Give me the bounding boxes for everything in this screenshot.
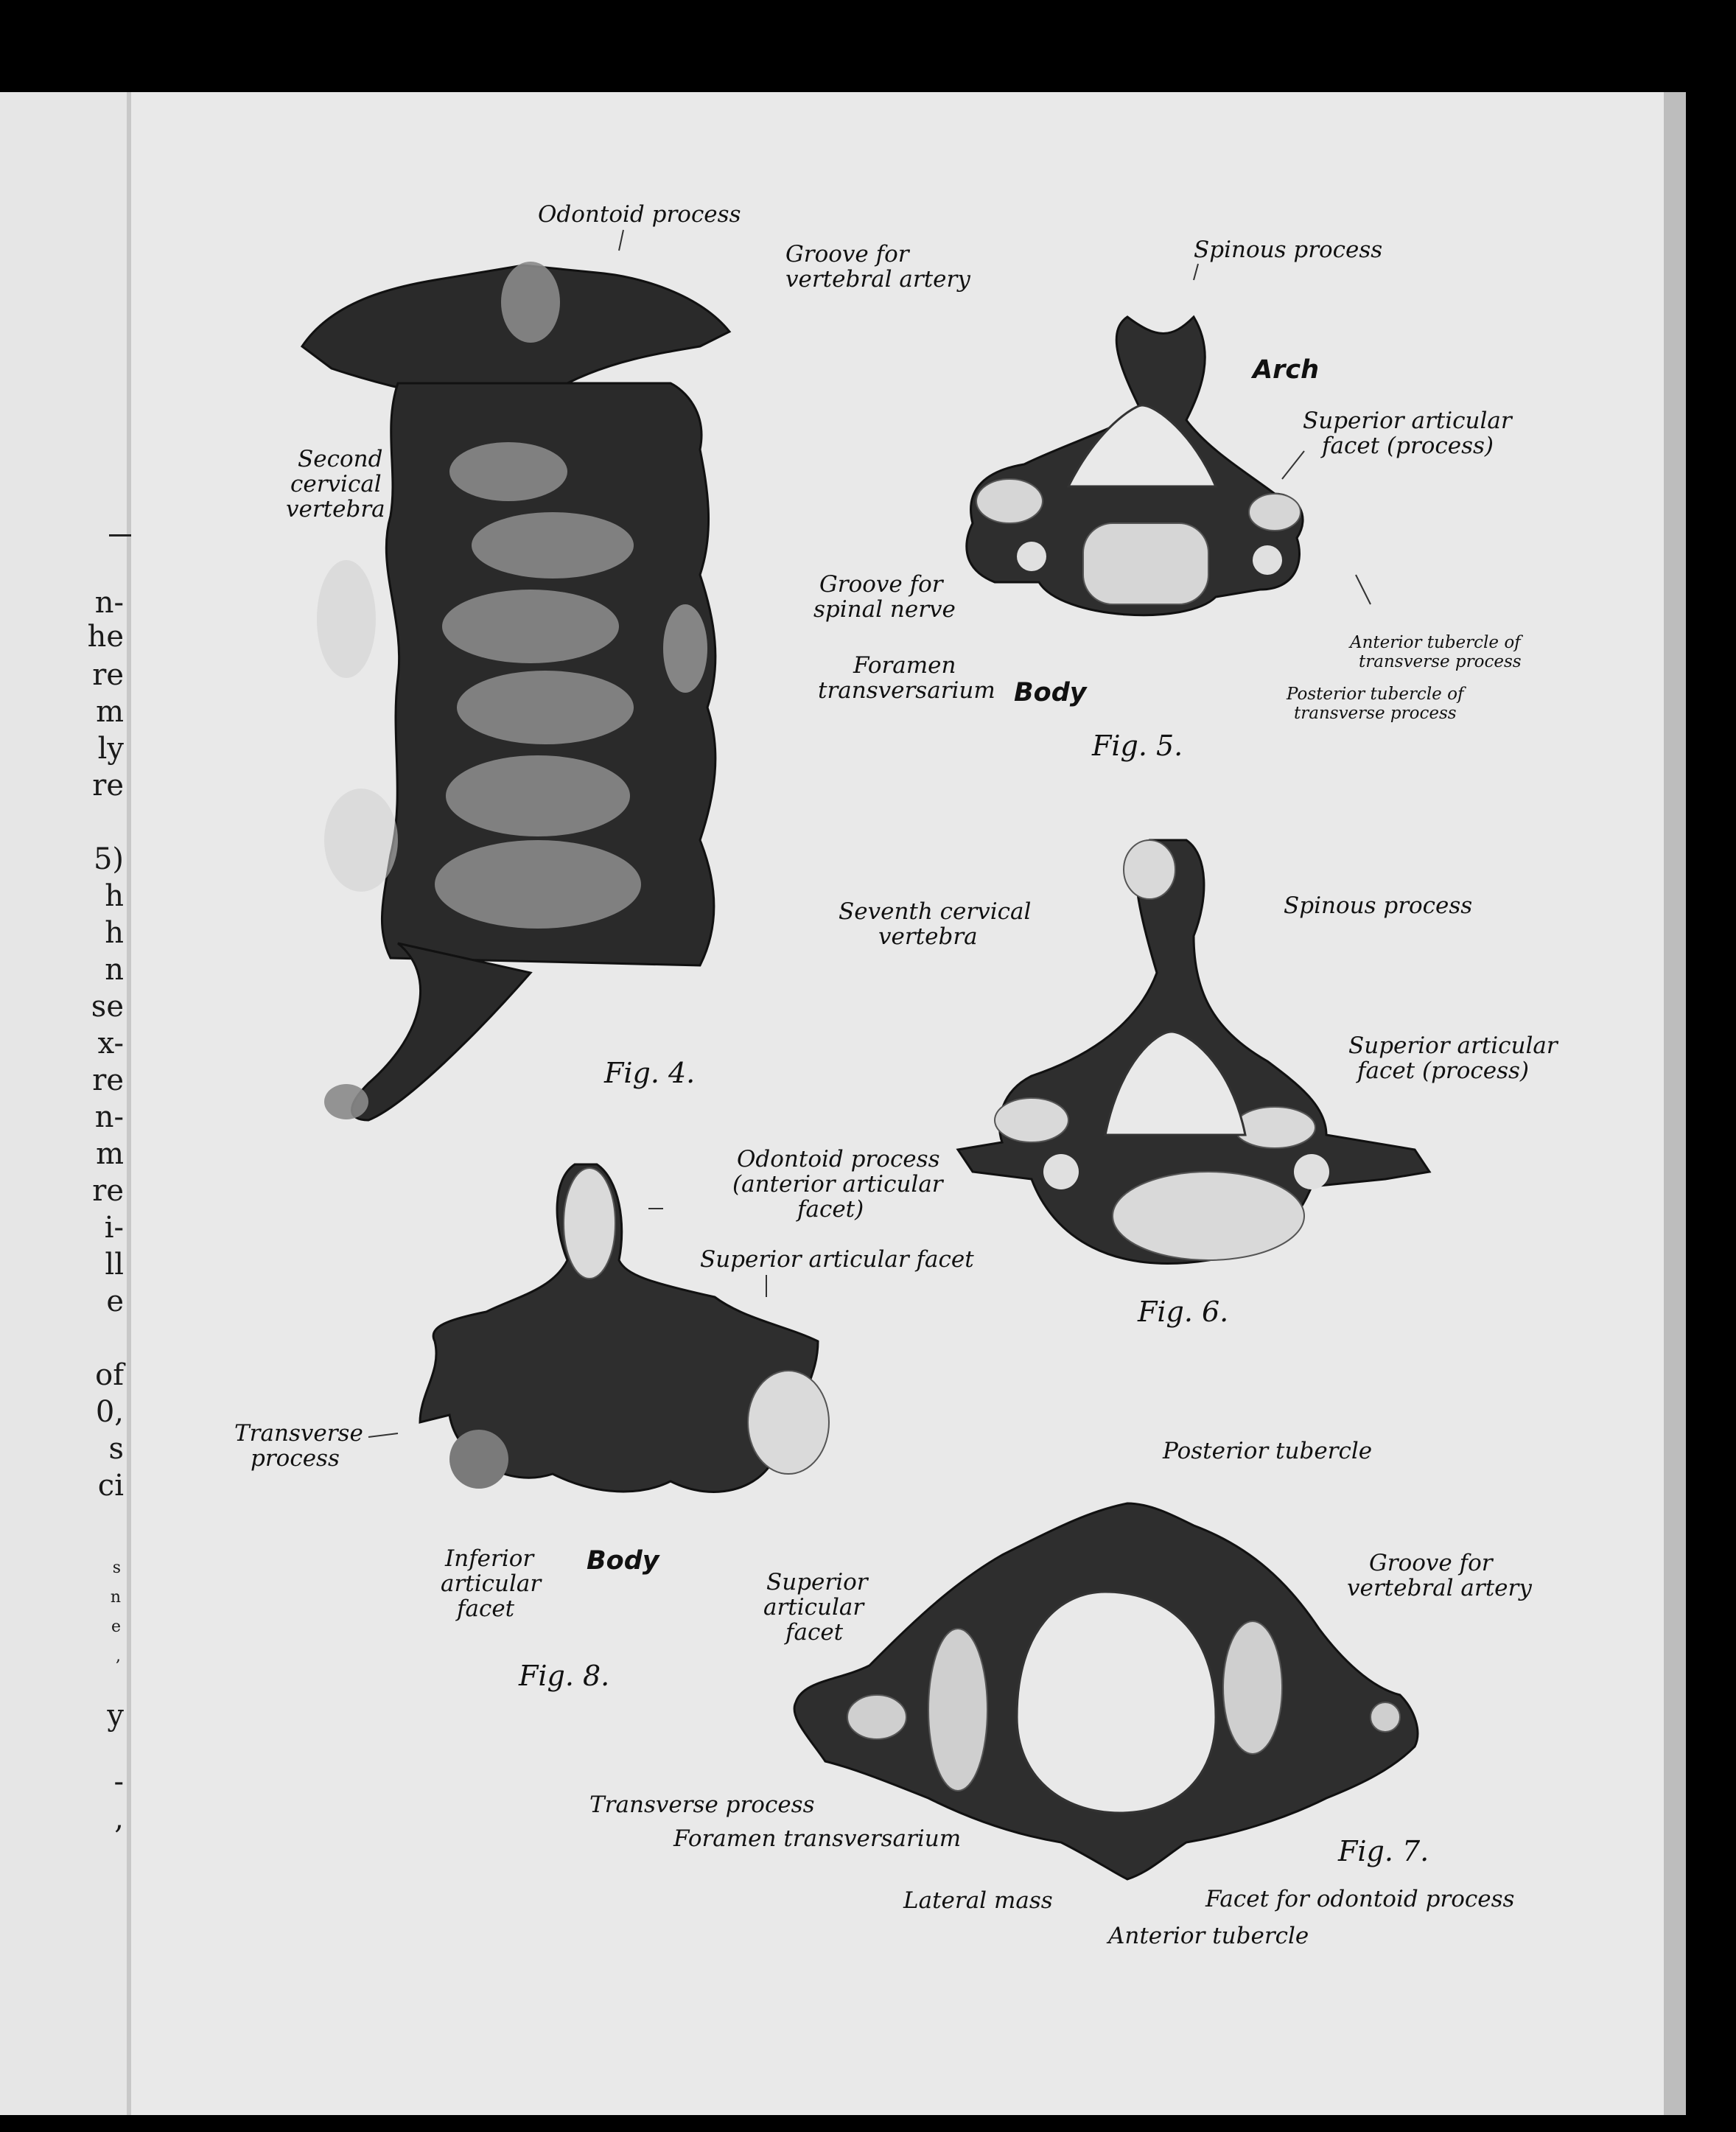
fig8-label-inferior-line1: Inferior bbox=[445, 1545, 534, 1572]
text-fragment: se bbox=[91, 990, 124, 1024]
text-fragment: h bbox=[105, 916, 124, 950]
fig7-label-foramen-transversarium: Foramen transversarium bbox=[673, 1825, 962, 1852]
text-fragment: n- bbox=[94, 1100, 124, 1134]
fig6-caption: Fig. 6. bbox=[1138, 1296, 1229, 1328]
fig6-label-spinous-process: Spinous process bbox=[1284, 892, 1473, 919]
fig5-label-posterior-tubercle-line1: Posterior tubercle of bbox=[1287, 685, 1464, 704]
fig7-label-superior-line1: Superior bbox=[766, 1569, 868, 1595]
fig5-caption: Fig. 5. bbox=[1092, 730, 1183, 762]
fig5-label-arch: Arch bbox=[1253, 355, 1320, 385]
fig5-label-foramen-line1: Foramen bbox=[853, 652, 956, 679]
fig4-label-groove-line2: vertebral artery bbox=[785, 266, 970, 293]
text-fragment: 0, bbox=[95, 1395, 124, 1429]
text-fragment: of bbox=[95, 1358, 124, 1392]
text-fragment: m bbox=[96, 1137, 124, 1171]
fig7-label-superior-line3: facet bbox=[785, 1619, 844, 1646]
text-fragment: h bbox=[105, 879, 124, 913]
text-fragment: 5) bbox=[93, 842, 124, 876]
text-fragment: m bbox=[96, 695, 124, 729]
text-fragment: , bbox=[114, 1802, 124, 1836]
fig7-label-lateral-mass: Lateral mass bbox=[903, 1887, 1053, 1914]
fig7-label-superior-line2: articular bbox=[763, 1594, 864, 1621]
text-fragment: i- bbox=[104, 1211, 124, 1245]
text-fragment: re bbox=[92, 658, 124, 692]
fig4-label-second-line3: vertebra bbox=[286, 496, 385, 522]
fig8-label-transverse-line1: Transverse bbox=[234, 1420, 363, 1447]
text-fragment: ly bbox=[97, 732, 124, 766]
fig7-label-groove-line2: vertebral artery bbox=[1347, 1575, 1532, 1601]
fig8-caption: Fig. 8. bbox=[519, 1660, 610, 1692]
fig5-label-foramen-line2: transversarium bbox=[818, 677, 995, 704]
text-fragment: n bbox=[105, 953, 124, 987]
fig5-label-superior-line1: Superior articular bbox=[1303, 408, 1512, 434]
fig4-label-groove-line1: Groove for bbox=[785, 241, 909, 268]
fig5-label-anterior-tubercle-line2: transverse process bbox=[1359, 652, 1522, 671]
fig5-label-anterior-tubercle-line1: Anterior tubercle of bbox=[1350, 633, 1521, 652]
fig8-label-odontoid-line2: (anterior articular bbox=[732, 1171, 943, 1198]
text-fragment: e bbox=[106, 1285, 124, 1318]
fig7-label-transverse-process: Transverse process bbox=[589, 1792, 815, 1818]
fig8-label-inferior-line2: articular bbox=[441, 1570, 542, 1597]
fig5-label-posterior-tubercle-line2: transverse process bbox=[1294, 704, 1457, 723]
fig5-label-spinous-process: Spinous process bbox=[1194, 237, 1383, 263]
fig5-label-body: Body bbox=[1014, 678, 1087, 707]
text-fragment: n bbox=[110, 1588, 121, 1607]
text-fragment: ci bbox=[97, 1469, 124, 1503]
fig4-label-seventh-line2: vertebra bbox=[878, 923, 978, 950]
fig6-label-superior-line1: Superior articular bbox=[1348, 1032, 1558, 1059]
fig8-label-transverse-line2: process bbox=[251, 1445, 340, 1472]
text-fragment: he bbox=[87, 620, 124, 654]
fig7-label-facet-odontoid: Facet for odontoid process bbox=[1205, 1886, 1515, 1912]
fig8-label-inferior-line3: facet bbox=[457, 1595, 515, 1622]
fig4-label-odontoid-process: Odontoid process bbox=[538, 201, 741, 228]
fig4-caption: Fig. 4. bbox=[604, 1057, 696, 1089]
fig8-label-odontoid-line3: facet) bbox=[797, 1196, 864, 1223]
fig7-label-anterior-tubercle: Anterior tubercle bbox=[1108, 1923, 1309, 1949]
text-fragment: y bbox=[107, 1699, 124, 1733]
text-fragment: ll bbox=[105, 1248, 124, 1282]
fig4-label-second-line1: Second bbox=[298, 446, 383, 472]
fig5-label-superior-line2: facet (process) bbox=[1322, 433, 1494, 459]
fig8-label-superior-articular-facet: Superior articular facet bbox=[700, 1246, 974, 1273]
text-fragment: re bbox=[92, 769, 124, 803]
text-fragment: s bbox=[108, 1432, 124, 1466]
text-fragment: re bbox=[92, 1174, 124, 1208]
fig8-label-body: Body bbox=[587, 1546, 659, 1576]
text-fragment: s bbox=[112, 1559, 121, 1577]
fig5-label-groove-line2: spinal nerve bbox=[813, 596, 956, 623]
fig4-label-seventh-line1: Seventh cervical bbox=[839, 898, 1032, 925]
text-fragment: x- bbox=[97, 1027, 124, 1060]
fig5-label-groove-line1: Groove for bbox=[819, 571, 943, 598]
text-fragment: re bbox=[92, 1063, 124, 1097]
fig7-label-posterior-tubercle: Posterior tubercle bbox=[1163, 1438, 1373, 1464]
fig7-label-groove-line1: Groove for bbox=[1369, 1550, 1493, 1576]
text-fragment: n- bbox=[94, 586, 124, 620]
text-fragment: - bbox=[113, 1765, 124, 1799]
fig7-caption: Fig. 7. bbox=[1338, 1835, 1429, 1867]
fig8-label-odontoid-line1: Odontoid process bbox=[737, 1146, 940, 1172]
fig4-label-second-line2: cervical bbox=[290, 471, 382, 497]
text-fragment: e bbox=[111, 1618, 121, 1636]
text-fragment: , bbox=[116, 1647, 121, 1666]
fig6-label-superior-line2: facet (process) bbox=[1357, 1058, 1530, 1084]
